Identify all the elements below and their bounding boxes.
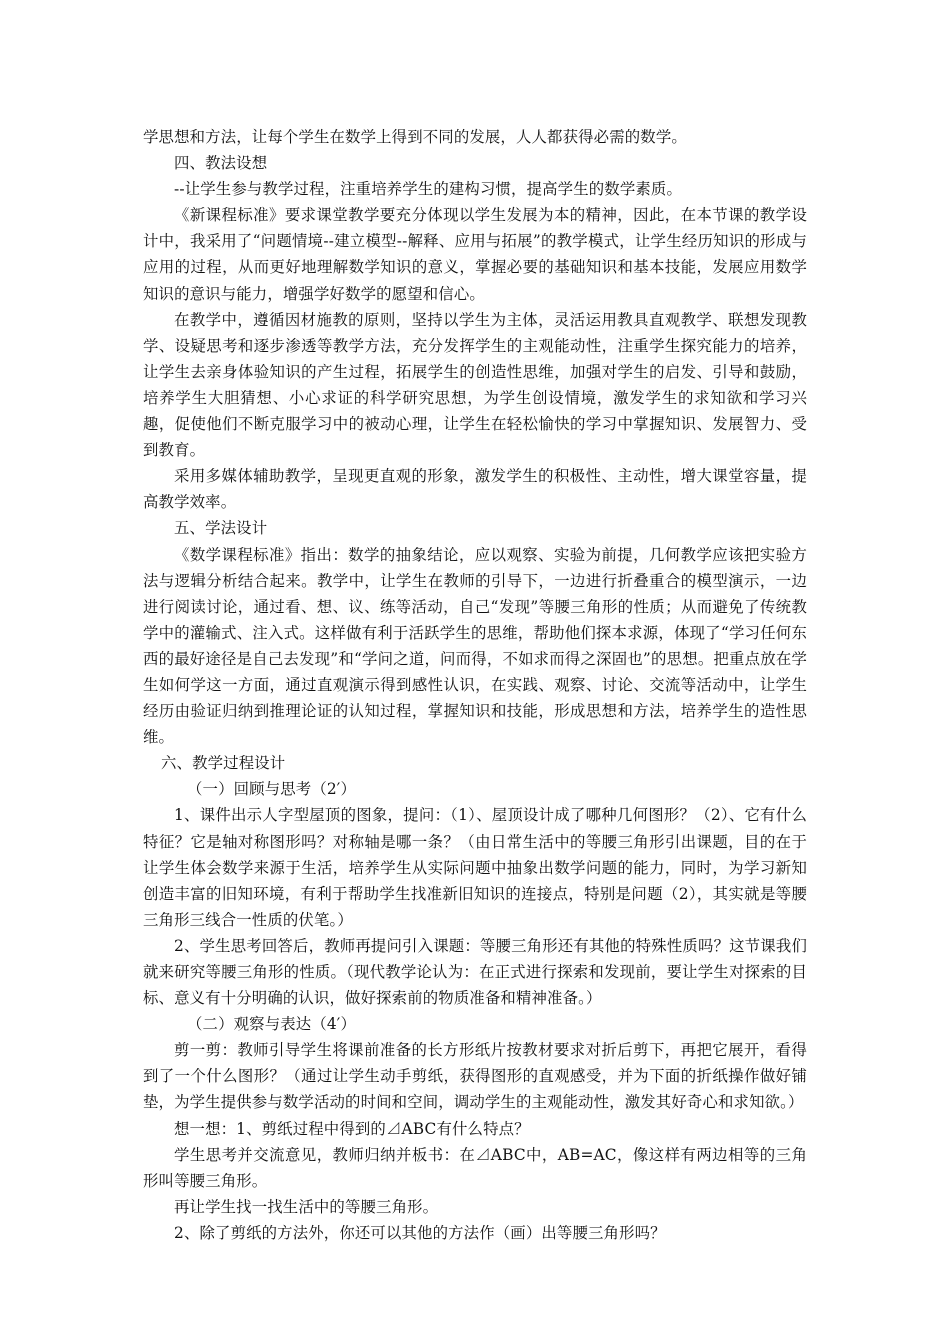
document-page: [143, 124, 807, 1246]
paragraph-method-motto: --让学生参与教学过程，注重培养学生的建构习惯，提高学生的数学素质。: [174, 180, 683, 199]
subheading-observe: （二）观察与表达（4′）: [187, 1015, 356, 1034]
paragraph-review-step1: 1、课件出示人字型屋顶的图象，提问：（1）、屋顶设计成了哪种几何图形？（2）、它有什么特征？它是轴对称图形吗？对称轴是哪一条？（由日常生活中的等腰三角形引出课题，目的在于让学生体会数学来源于生活，培养学生从实际问题中抽象出数学问题的能力，同时，为学习新知创造丰富的旧知环境，有利于帮助学生找准新旧知识的连接点，特别是问题（2），其实就是等腰三角形三线合一性质的伏笔。）: [143, 806, 807, 929]
subheading-review: （一）回顾与思考（2′）: [187, 780, 356, 799]
paragraph-find-examples: 再让学生找一找生活中的等腰三角形。: [174, 1197, 439, 1216]
paragraph-definition: 学生思考并交流意见，教师归纳并板书：在⊿ABC中，AB=AC，像这样有两边相等的三角形叫等腰三角形。: [143, 1145, 807, 1190]
paragraph-learning-method: 《数学课程标准》指出：数学的抽象结论，应以观察、实验为前提，几何教学应该把实验方法与逻辑分析结合起来。教学中，让学生在教师的引导下，一边进行折叠重合的模型演示，一边进行阅读讨论，通过看、想、议、练等活动，自己“发现”等腰三角形的性质；从而避免了传统教学中的灌输式、注入式。这样做有利于活跃学生的思维，帮助他们探本求源，体现了“学习任何东西的最好途径是自己去发现”和“学问之道，问而得，不如求而得之深固也”的思想。把重点放在学生如何学这一方面，通过直观演示得到感性认识，在实践、观察、讨论、交流等活动中，让学生经历由验证归纳到推理论证的认知过程，掌握知识和技能，形成思想和方法，培养学生的造性思维。: [143, 545, 807, 747]
paragraph-review-step2: 2、学生思考回答后，教师再提问引入课题：等腰三角形还有其他的特殊性质吗？这节课我们就来研究等腰三角形的性质。（现代教学论认为：在正式进行探索和发现前，要让学生对探索的目标、意义有十分明确的认识，做好探索前的物质准备和精神准备。）: [143, 936, 807, 1008]
paragraph-cut-paper: 剪一剪：教师引导学生将课前准备的长方形纸片按教材要求对折后剪下，再把它展开，看得到了一个什么图形？（通过让学生动手剪纸，获得图形的直观感受，并为下面的折纸操作做好铺垫，为学生提供参与数学活动的时间和空间，调动学生的主观能动性，激发其好奇心和求知欲。）: [143, 1041, 807, 1112]
paragraph-multimedia: 采用多媒体辅助教学，呈现更直观的形象，激发学生的积极性、主动性，增大课堂容量，提高教学效率。: [143, 467, 807, 512]
heading-learning-method: 五、学法设计: [174, 519, 268, 538]
paragraph-curriculum-standard: 《新课程标准》要求课堂教学要充分体现以学生发展为本的精神，因此，在本节课的教学设计中，我采用了“问题情境--建立模型--解释、应用与拓展”的教学模式，让学生经历知识的形成与应用的过程，从而更好地理解数学知识的意义，掌握必要的基础知识和基本技能，发展应用数学知识的意识与能力，增强学好数学的愿望和信心。: [143, 206, 807, 303]
paragraph-think-question1: 想一想：1、剪纸过程中得到的⊿ABC有什么特点？: [174, 1119, 530, 1138]
paragraph-teaching-principles: 在教学中，遵循因材施教的原则，坚持以学生为主体，灵活运用教具直观教学、联想发现教学、设疑思考和逐步渗透等教学方法，充分发挥学生的主观能动性，注重学生探究能力的培养，让学生去亲身体验知识的产生过程，拓展学生的创造性思维，加强对学生的启发、引导和鼓励，培养学生大胆猜想、小心求证的科学研究思想，为学生创设情境，激发学生的求知欲和学习兴趣，促使他们不断克服学习中的被动心理，让学生在轻松愉快的学习中掌握知识、发展智力、受到教育。: [143, 310, 807, 460]
heading-teaching-method: 四、教法设想: [174, 154, 268, 173]
paragraph-think-question2: 2、除了剪纸的方法外，你还可以其他的方法作（画）出等腰三角形吗？: [174, 1223, 666, 1242]
heading-teaching-process: 六、教学过程设计: [161, 754, 286, 773]
paragraph-intro-continuation: 学思想和方法，让每个学生在数学上得到不同的发展，人人都获得必需的数学。: [143, 128, 687, 146]
